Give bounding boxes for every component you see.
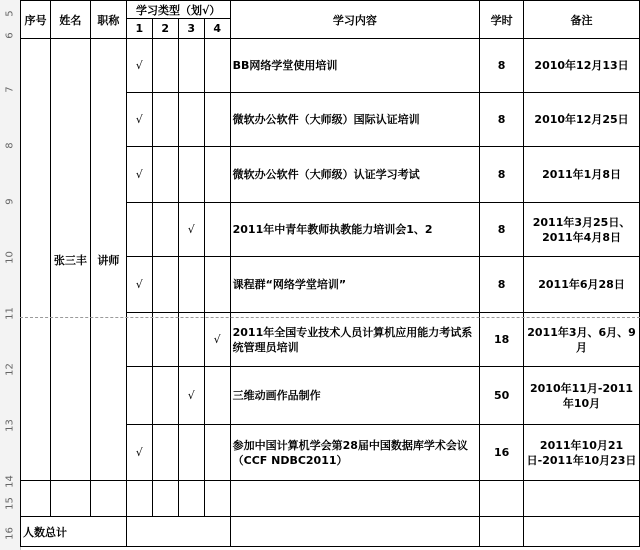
person-title[interactable]: 讲师 xyxy=(90,39,126,481)
row-number[interactable]: 8 xyxy=(4,142,16,149)
hours-cell[interactable]: 50 xyxy=(480,367,524,425)
content-cell[interactable]: 2011年全国专业技术人员计算机应用能力考试系统管理员培训 xyxy=(230,313,480,367)
hours-cell[interactable]: 8 xyxy=(480,147,524,203)
type-2-cell[interactable] xyxy=(152,367,178,425)
header-study-type[interactable]: 学习类型（划√） xyxy=(126,1,230,19)
note-cell[interactable]: 2011年10月21日-2011年10月23日 xyxy=(524,425,640,481)
header-type-2[interactable]: 2 xyxy=(152,19,178,39)
row-number-gutter xyxy=(0,0,21,550)
empty-cell[interactable] xyxy=(480,517,524,547)
note-cell[interactable]: 2011年6月28日 xyxy=(524,257,640,313)
type-1-check[interactable]: √ xyxy=(126,425,152,481)
empty-cell[interactable] xyxy=(50,481,90,517)
content-cell[interactable]: 微软办公软件（大师级）国际认证培训 xyxy=(230,93,480,147)
header-note[interactable]: 备注 xyxy=(524,1,640,39)
type-1-cell[interactable] xyxy=(126,203,152,257)
learning-record-sheet xyxy=(20,0,640,547)
header-type-4[interactable]: 4 xyxy=(204,19,230,39)
empty-cell[interactable] xyxy=(21,481,51,517)
type-3-cell[interactable] xyxy=(178,313,204,367)
row-number[interactable]: 11 xyxy=(4,307,16,320)
type-4-cell[interactable] xyxy=(204,425,230,481)
row-number[interactable]: 15 xyxy=(4,497,16,510)
row-number[interactable]: 12 xyxy=(4,363,16,376)
content-cell[interactable]: BB网络学堂使用培训 xyxy=(230,39,480,93)
row-number[interactable]: 13 xyxy=(4,419,16,432)
empty-cell[interactable] xyxy=(480,481,524,517)
content-cell[interactable]: 课程群“网络学堂培训” xyxy=(230,257,480,313)
type-4-cell[interactable] xyxy=(204,203,230,257)
type-1-check[interactable]: √ xyxy=(126,93,152,147)
note-cell[interactable]: 2010年11月-2011年10月 xyxy=(524,367,640,425)
type-3-cell[interactable] xyxy=(178,425,204,481)
empty-cell[interactable] xyxy=(90,481,126,517)
type-4-cell[interactable] xyxy=(204,257,230,313)
type-2-cell[interactable] xyxy=(152,93,178,147)
header-hours[interactable]: 学时 xyxy=(480,1,524,39)
total-label[interactable]: 人数总计 xyxy=(21,517,127,547)
type-2-cell[interactable] xyxy=(152,257,178,313)
note-cell[interactable]: 2010年12月13日 xyxy=(524,39,640,93)
content-cell[interactable]: 参加中国计算机学会第28届中国数据库学术会议（CCF NDBC2011） xyxy=(230,425,480,481)
type-2-cell[interactable] xyxy=(152,203,178,257)
content-cell[interactable]: 2011年中青年教师执教能力培训会1、2 xyxy=(230,203,480,257)
type-3-cell[interactable] xyxy=(178,39,204,93)
type-2-cell[interactable] xyxy=(152,39,178,93)
note-cell[interactable]: 2011年3月25日、2011年4月8日 xyxy=(524,203,640,257)
content-cell[interactable]: 三维动画作品制作 xyxy=(230,367,480,425)
hours-cell[interactable]: 16 xyxy=(480,425,524,481)
records-body xyxy=(21,39,640,481)
header-seq[interactable]: 序号 xyxy=(21,1,51,39)
type-1-check[interactable]: √ xyxy=(126,147,152,203)
note-cell[interactable]: 2011年1月8日 xyxy=(524,147,640,203)
type-3-cell[interactable] xyxy=(178,147,204,203)
type-1-cell[interactable] xyxy=(126,313,152,367)
row-number[interactable]: 9 xyxy=(4,198,16,205)
type-1-cell[interactable] xyxy=(126,367,152,425)
hours-cell[interactable]: 8 xyxy=(480,203,524,257)
type-4-cell[interactable] xyxy=(204,93,230,147)
record-row xyxy=(21,39,640,93)
row-number[interactable]: 5 xyxy=(4,10,16,17)
seq-cell[interactable] xyxy=(21,39,51,481)
row-number[interactable]: 16 xyxy=(4,527,16,540)
empty-cell[interactable] xyxy=(178,481,204,517)
header-type-1[interactable]: 1 xyxy=(126,19,152,39)
header-name[interactable]: 姓名 xyxy=(50,1,90,39)
row-number[interactable]: 10 xyxy=(4,251,16,264)
page-break-line xyxy=(20,317,640,318)
empty-cell[interactable] xyxy=(152,481,178,517)
hours-cell[interactable]: 8 xyxy=(480,93,524,147)
row-number[interactable]: 7 xyxy=(4,86,16,93)
total-value-cell[interactable] xyxy=(126,517,230,547)
empty-cell[interactable] xyxy=(524,517,640,547)
note-cell[interactable]: 2011年3月、6月、9月 xyxy=(524,313,640,367)
type-4-check[interactable]: √ xyxy=(204,313,230,367)
header-type-3[interactable]: 3 xyxy=(178,19,204,39)
type-4-cell[interactable] xyxy=(204,367,230,425)
empty-cell[interactable] xyxy=(230,481,480,517)
row-number[interactable]: 6 xyxy=(4,32,16,39)
hours-cell[interactable]: 8 xyxy=(480,39,524,93)
type-2-cell[interactable] xyxy=(152,425,178,481)
note-cell[interactable]: 2010年12月25日 xyxy=(524,93,640,147)
empty-cell[interactable] xyxy=(230,517,480,547)
type-2-cell[interactable] xyxy=(152,313,178,367)
type-3-check[interactable]: √ xyxy=(178,367,204,425)
empty-cell[interactable] xyxy=(524,481,640,517)
type-3-cell[interactable] xyxy=(178,257,204,313)
empty-cell[interactable] xyxy=(204,481,230,517)
header-content[interactable]: 学习内容 xyxy=(230,1,480,39)
type-1-check[interactable]: √ xyxy=(126,39,152,93)
type-3-check[interactable]: √ xyxy=(178,203,204,257)
content-cell[interactable]: 微软办公软件（大师级）认证学习考试 xyxy=(230,147,480,203)
type-4-cell[interactable] xyxy=(204,39,230,93)
row-number[interactable]: 14 xyxy=(4,475,16,488)
type-1-check[interactable]: √ xyxy=(126,257,152,313)
header-title[interactable]: 职称 xyxy=(90,1,126,39)
hours-cell[interactable]: 8 xyxy=(480,257,524,313)
type-3-cell[interactable] xyxy=(178,93,204,147)
type-4-cell[interactable] xyxy=(204,147,230,203)
empty-cell[interactable] xyxy=(126,481,152,517)
type-2-cell[interactable] xyxy=(152,147,178,203)
person-name[interactable]: 张三丰 xyxy=(50,39,90,481)
hours-cell[interactable]: 18 xyxy=(480,313,524,367)
